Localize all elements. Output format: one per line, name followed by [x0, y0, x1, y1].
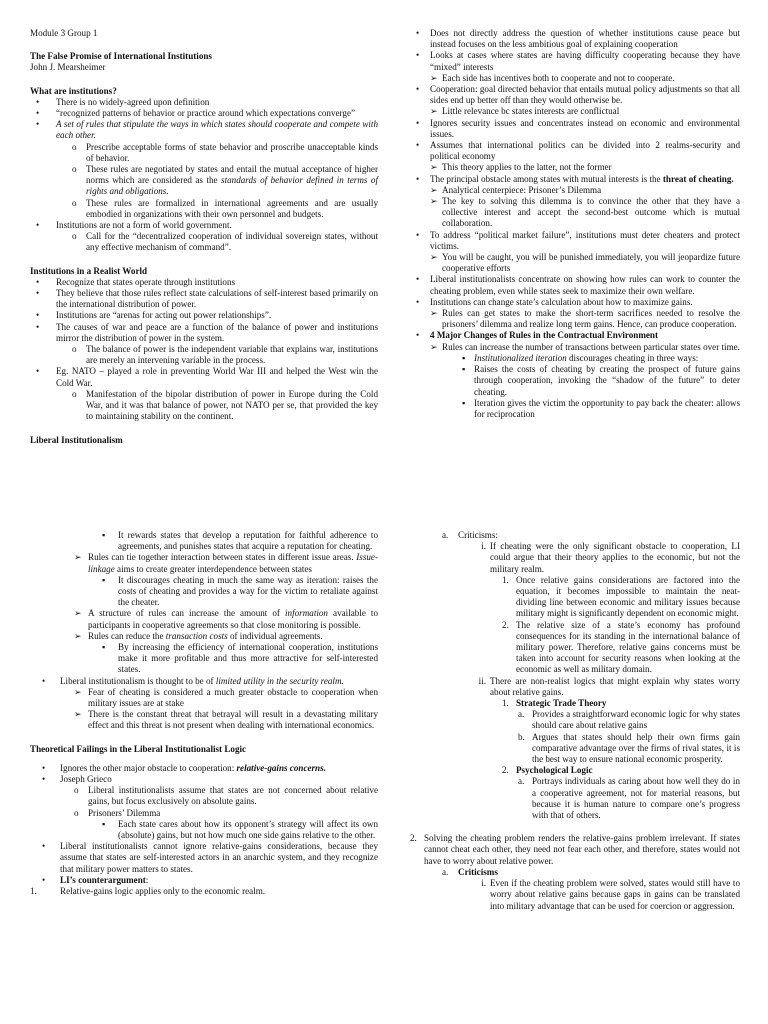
list-item: • Cooperation: goal directed behavior that entails mutual policy adjustments so that all sides end up better off than they would otherwise be.	[416, 84, 740, 106]
list-item: 1. Relative-gains logic applies only to the economic realm.	[30, 886, 266, 897]
list-item: ▪ Raises the costs of cheating by creating the prospect of future gains through cooperation, invoking the “shadow of the future” to deter cheating.	[462, 364, 740, 397]
module-label: Module 3 Group 1	[30, 28, 98, 38]
section-heading-theoretical-failings: Theoretical Failings in the Liberal Institutionalist Logic	[30, 743, 247, 754]
list-item: ▪ By increasing the efficiency of international cooperation, institutions make it more profitable and thus more attractive for self-interested states.	[102, 642, 378, 675]
list-item: • Recognize that states operate through institutions	[36, 276, 236, 287]
arrow-marker: ➢	[74, 709, 82, 720]
list-item: 1. Strategic Trade Theory	[502, 698, 607, 709]
list-item: • Joseph Grieco	[42, 774, 112, 785]
arrow-marker: ➢	[430, 196, 438, 207]
bullet-marker: •	[416, 84, 420, 95]
circle-marker: o	[72, 197, 77, 208]
section-heading-institutions: What are institutions?	[30, 85, 117, 96]
number-marker: 1.	[502, 574, 509, 585]
list-item: ➢ Little relevance bc states interests are conflictual	[430, 106, 620, 117]
column-top-left	[30, 28, 378, 446]
column-top-right	[410, 28, 740, 420]
bullet-marker: •	[36, 366, 40, 377]
list-item: ▪ Iteration gives the victim the opportunity to pay back the cheater: allows for reciprocation	[462, 397, 740, 419]
bullet-marker: •	[42, 762, 46, 773]
list-item: ➢ Each side has incentives both to cooperate and not to cooperate.	[430, 72, 675, 83]
list-item: • A set of rules that stipulate the ways in which states should cooperate and compete with each other.	[36, 119, 378, 141]
bullet-marker: •	[416, 229, 420, 240]
list-item: 1. Once relative gains considerations are factored into the equation, it becomes impossible to maintain the neat-dividing line between economic and military issues because military might is significantly dependent on economic might.	[502, 574, 740, 619]
number-marker: 2.	[502, 765, 509, 776]
list-item: • Institutions can change state’s calculation about how to maximize gains.	[416, 296, 693, 307]
list-item: ➢ The key to solving this dilemma is to convince the other that they have a collective interest and accept the second-best outcome which is mutual collaboration.	[430, 196, 740, 229]
list-item: • Does not directly address the question of whether institutions cause peace but instead focuses on the less ambitious goal of explaining cooperation	[416, 28, 740, 50]
list-item: 2. Solving the cheating problem renders the relative-gains problem irrelevant. If states cannot cheat each other, they need not fear each other, and therefore, states would not have to worry about relative power.	[410, 833, 740, 866]
square-marker: ▪	[102, 642, 106, 653]
bullet-marker: •	[36, 220, 40, 231]
circle-marker: o	[72, 164, 77, 175]
list-item: ➢ You will be caught, you will be punished immediately, you will jeopardize future cooperative efforts	[430, 252, 740, 274]
bullet-marker: •	[416, 296, 420, 307]
list-item: a. Provides a straightforward economic logic for why states should care about relative gains	[518, 709, 740, 731]
list-item: • They believe that those rules reflect state calculations of self-interest based primarily on the international distribution of power.	[36, 288, 378, 310]
list-item: • Liberal institutionalism is thought to be of limited utility in the security realm.	[42, 675, 344, 686]
bullet-marker: •	[36, 310, 40, 321]
section-heading-realist: Institutions in a Realist World	[30, 265, 148, 276]
roman-marker: i.	[481, 541, 486, 552]
arrow-marker: ➢	[74, 552, 82, 563]
bullet-marker: •	[416, 50, 420, 61]
list-item: ➢ Analytical centerpiece: Prisoner’s Dilemma	[430, 184, 602, 195]
list-item: o These rules are formalized in international agreements and are usually embodied in organizations with their own personnel and budgets.	[72, 197, 378, 219]
list-item: o Prescribe acceptable forms of state behavior and proscribe unacceptable kinds of behavior.	[72, 141, 378, 163]
letter-marker: a.	[442, 866, 449, 877]
list-item: • Ignores security issues and concentrates instead on economic and environmental issues.	[416, 117, 740, 139]
circle-marker: o	[74, 807, 79, 818]
arrow-marker: ➢	[430, 72, 438, 83]
circle-marker: o	[72, 388, 77, 399]
list-item: • 4 Major Changes of Rules in the Contractual Environment	[416, 330, 659, 341]
list-item: • LI’s counterargument:	[42, 874, 149, 885]
arrow-marker: ➢	[430, 184, 438, 195]
square-marker: ▪	[102, 574, 106, 585]
list-item: • The causes of war and peace are a function of the balance of power and institutions mirror the distribution of power in the system.	[36, 321, 378, 343]
arrow-marker: ➢	[430, 308, 438, 319]
square-marker: ▪	[102, 818, 106, 829]
bullet-marker: •	[36, 321, 40, 332]
list-item: ➢ There is the constant threat that betrayal will result in a devastating military effect and this threat is not present when dealing with international economics.	[74, 709, 378, 731]
list-item: • The principal obstacle among states with mutual interests is the threat of cheating.	[416, 173, 734, 184]
list-item: o Prisoners’ Dilemma	[74, 807, 161, 818]
circle-marker: o	[72, 141, 77, 152]
bullet-marker: •	[416, 28, 420, 38]
list-item: • Ignores the other major obstacle to cooperation: relative-gains concerns.	[42, 762, 326, 773]
list-item: ➢ Rules can reduce the transaction costs of individual agreements.	[74, 630, 323, 641]
bullet-marker: •	[36, 96, 40, 107]
letter-marker: a.	[518, 776, 525, 787]
number-marker: 2.	[502, 619, 509, 630]
list-item: ➢ Rules can increase the number of transactions between particular states over time.	[430, 341, 740, 352]
arrow-marker: ➢	[74, 686, 82, 697]
circle-marker: o	[74, 785, 79, 796]
arrow-marker: ➢	[430, 106, 438, 117]
list-item: i. Even if the cheating problem were solved, states would still have to worry about relative gains because gaps in gains can be translated into military advantage that can be used for coercion or aggression.	[410, 878, 740, 912]
list-item: • To address “political market failure”, institutions must deter cheaters and protect victims.	[416, 229, 740, 251]
section-heading-liberal: Liberal Institutionalism	[30, 434, 123, 445]
bullet-marker: •	[42, 774, 46, 785]
list-item: ii. There are non-realist logics that might explain why states worry about relative gains.	[410, 676, 740, 698]
square-marker: ▪	[462, 352, 466, 363]
square-marker: ▪	[102, 530, 106, 540]
bullet-marker: •	[42, 874, 46, 885]
list-item: • Institutions are not a form of world government.	[36, 220, 232, 231]
list-item: • Liberal institutionalists cannot ignore relative-gains considerations, because they assume that states are self-interested actors in an anarchic system, and they recognize that military power matters to states.	[42, 841, 378, 874]
number-marker: 1.	[502, 698, 509, 709]
bullet-marker: •	[416, 173, 420, 184]
list-item: o These rules are negotiated by states and entail the mutual acceptance of higher norms which are considered as the standards of behavior defined in terms of rights and obligations.	[72, 164, 379, 197]
letter-marker: a.	[442, 530, 449, 540]
list-item: ➢ Rules can tie together interaction between states in different issue areas. Issue-linkage aims to create greater interdependence between states	[74, 552, 378, 574]
bullet-marker: •	[36, 288, 40, 299]
column-bottom-left	[30, 530, 378, 897]
circle-marker: o	[72, 231, 77, 242]
list-item: ➢ A structure of rules can increase the amount of information available to participants in cooperative agreements so that close monitoring is possible.	[74, 608, 378, 630]
list-item: ➢ Rules can get states to make the short-term sacrifices needed to resolve the prisoners’ dilemma and realize long term gains. Hence, can produce cooperation.	[430, 308, 740, 330]
list-item: a. Portrays individuals as caring about how well they do in a cooperative agreement, not for material reasons, but because it is human nature to compare one’s progress with that of others.	[518, 776, 740, 821]
list-item: 2. Psychological Logic	[502, 765, 593, 776]
document-author: John J. Mearsheimer	[30, 62, 106, 73]
letter-marker: a.	[518, 709, 525, 720]
circle-marker: o	[72, 344, 77, 355]
bullet-marker: •	[416, 117, 420, 128]
document-title: The False Promise of International Institutions	[30, 51, 212, 62]
list-item: • Liberal institutionalists concentrate on showing how rules can work to counter the cheating problem, even while states seek to maximize their own welfare.	[416, 274, 740, 296]
list-item: a. Criticisms:	[442, 530, 498, 540]
list-item: ➢ This theory applies to the latter, not the former	[430, 162, 612, 173]
list-item: • “recognized patterns of behavior or practice around which expectations converge”	[36, 108, 356, 119]
list-item: ▪ Institutionalized iteration discourages cheating in three ways:	[462, 352, 699, 363]
arrow-marker: ➢	[430, 341, 438, 352]
number-marker: 1.	[30, 886, 37, 897]
list-item: a. Criticisms	[442, 866, 498, 877]
list-item: • Looks at cases where states are having difficulty cooperating because they have “mixed” interests	[416, 50, 740, 72]
roman-marker: ii.	[478, 675, 486, 686]
list-item: o Manifestation of the bipolar distribution of power in Europe during the Cold War, and it was that balance of power, not NATO per se, that provided the key to maintaining stability on the continent.	[72, 388, 378, 422]
square-marker: ▪	[462, 397, 466, 408]
list-item: • Institutions are “arenas for acting out power relationships”.	[36, 310, 272, 321]
number-marker: 2.	[410, 833, 417, 844]
list-item: b. Argues that states should help their own firms gain comparative advantage over the firms of rival states, it is the best way to ensure national economic prosperity.	[518, 731, 740, 765]
list-item: o Call for the “decentralized cooperation of individual sovereign states, without any effective mechanism of command”.	[72, 231, 378, 253]
list-item: ▪ It discourages cheating in much the same way as iteration: raises the costs of cheating and provides a way for the victim to retaliate against the cheater.	[102, 574, 378, 608]
list-item: 2. The relative size of a state’s economy has profound consequences for its standing in the international balance of military power. Therefore, relative gains concerns must be taken into account for security reasons when looking at the economic as well as military domain.	[502, 619, 740, 675]
arrow-marker: ➢	[74, 608, 82, 619]
letter-marker: b.	[518, 731, 525, 742]
list-item: o The balance of power is the independent variable that explains war, institutions are merely an intervening variable in the process.	[72, 344, 378, 366]
list-item: i. If cheating were the only significant obstacle to cooperation, LI could argue that their theory applies to the economic, but not the military realm.	[410, 541, 740, 575]
bullet-marker: •	[36, 276, 40, 287]
arrow-marker: ➢	[74, 630, 82, 641]
bullet-marker: •	[42, 841, 46, 852]
list-item: • Eg. NATO – played a role in preventing World War III and helped the West win the Cold War.	[36, 366, 378, 388]
list-item: ▪ It rewards states that develop a reputation for faithful adherence to agreements, and punishes states that acquire a reputation for cheating.	[102, 530, 378, 552]
list-item: ▪ Each state cares about how its opponent’s strategy will affect its own (absolute) gains, but not how much one side gains relative to the other.	[102, 818, 378, 841]
arrow-marker: ➢	[430, 252, 438, 263]
bullet-marker: •	[42, 675, 46, 686]
list-item: ➢ Fear of cheating is considered a much greater obstacle to cooperation when military issues are at stake	[74, 686, 378, 709]
bullet-marker: •	[416, 140, 420, 151]
list-item: • There is no widely-agreed upon definition	[36, 96, 210, 107]
bullet-marker: •	[36, 119, 40, 130]
bullet-marker: •	[36, 108, 40, 119]
list-item: o Liberal institutionalists assume that states are not concerned about relative gains, but focus exclusively on absolute gains.	[74, 785, 378, 807]
square-marker: ▪	[462, 364, 466, 375]
column-bottom-right	[410, 530, 740, 912]
bullet-marker: •	[416, 330, 420, 341]
list-item: • Assumes that international politics can be divided into 2 realms-security and political economy	[416, 140, 740, 162]
roman-marker: i.	[481, 878, 486, 889]
bullet-marker: •	[416, 274, 420, 285]
arrow-marker: ➢	[430, 162, 438, 173]
